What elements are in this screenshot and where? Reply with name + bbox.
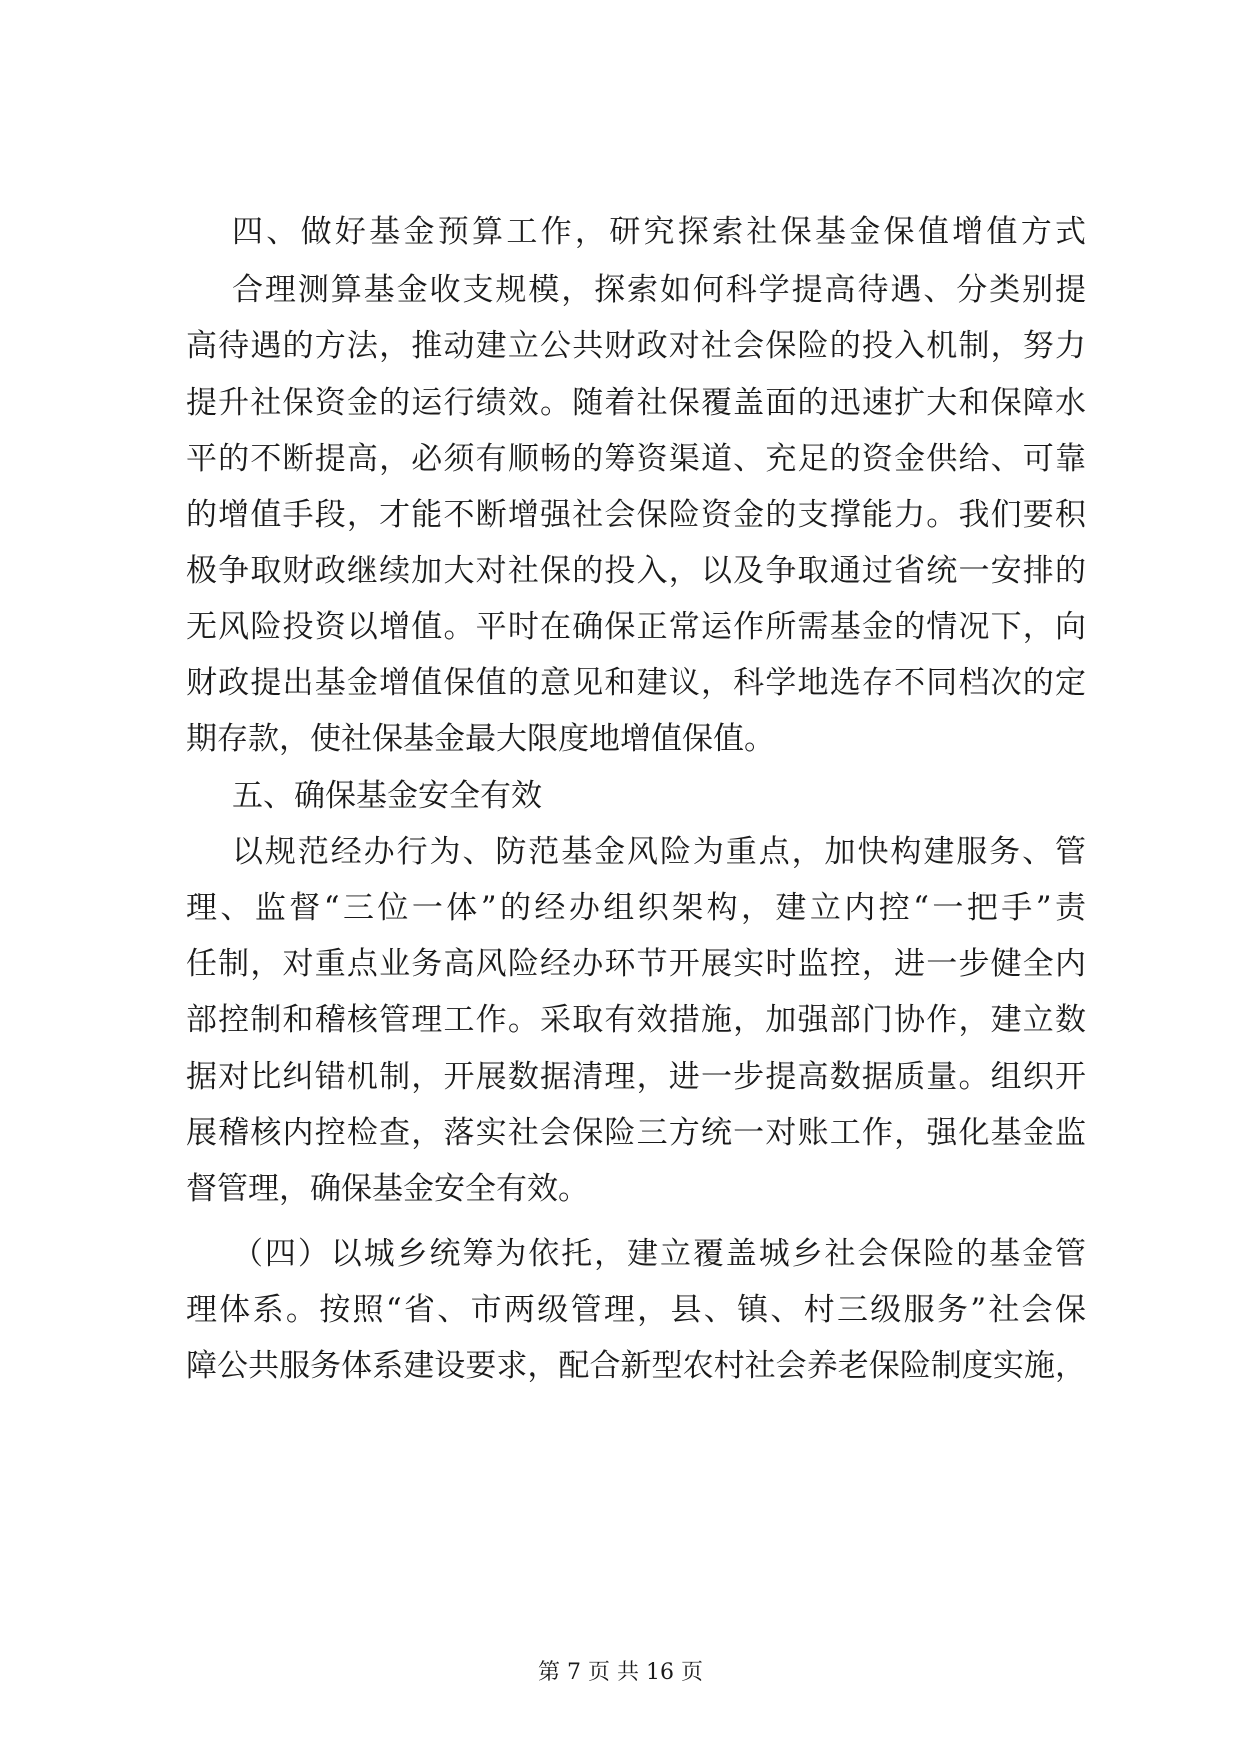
paragraph-line: 理体系。按照“省、市两级管理，县、镇、村三级服务”社会保 <box>186 1292 1086 1328</box>
paragraph-line: 以规范经办行为、防范基金风险为重点，加快构建服务、管 <box>232 834 1086 870</box>
paragraph-line: 障公共服务体系建设要求，配合新型农村社会养老保险制度实施， <box>186 1348 1086 1384</box>
paragraph-line: 的增值手段，才能不断增强社会保险资金的支撑能力。我们要积 <box>186 497 1086 533</box>
paragraph-line: 理、监督“三位一体”的经办组织架构，建立内控“一把手”责 <box>186 890 1086 926</box>
paragraph-line: 展稽核内控检查，落实社会保险三方统一对账工作，强化基金监 <box>186 1115 1086 1151</box>
paragraph-line: 财政提出基金增值保值的意见和建议，科学地选存不同档次的定 <box>186 665 1086 701</box>
paragraph-line: 任制，对重点业务高风险经办环节开展实时监控，进一步健全内 <box>186 946 1086 982</box>
paragraph-line: 提升社保资金的运行绩效。随着社保覆盖面的迅速扩大和保障水 <box>186 385 1086 421</box>
paragraph-line: 督管理，确保基金安全有效。 <box>186 1171 589 1207</box>
paragraph-line: 部控制和稽核管理工作。采取有效措施，加强部门协作，建立数 <box>186 1002 1086 1038</box>
section-heading-four: 四、做好基金预算工作，研究探索社保基金保值增值方式 <box>232 214 1086 250</box>
page-number-footer: 第 7 页 共 16 页 <box>538 1660 703 1685</box>
paragraph-line: 合理测算基金收支规模，探索如何科学提高待遇、分类别提 <box>232 272 1086 308</box>
paragraph-line: 无风险投资以增值。平时在确保正常运作所需基金的情况下，向 <box>186 609 1086 645</box>
paragraph-line: 高待遇的方法，推动建立公共财政对社会保险的投入机制，努力 <box>186 328 1086 364</box>
paragraph-line: 据对比纠错机制，开展数据清理，进一步提高数据质量。组织开 <box>186 1059 1086 1095</box>
paragraph-line: 期存款，使社保基金最大限度地增值保值。 <box>186 721 775 757</box>
paragraph-line: 平的不断提高，必须有顺畅的筹资渠道、充足的资金供给、可靠 <box>186 441 1086 477</box>
paragraph-line: 极争取财政继续加大对社保的投入，以及争取通过省统一安排的 <box>186 553 1086 589</box>
paragraph-line: （四）以城乡统筹为依托，建立覆盖城乡社会保险的基金管 <box>232 1236 1086 1272</box>
section-heading-five: 五、确保基金安全有效 <box>232 778 542 814</box>
